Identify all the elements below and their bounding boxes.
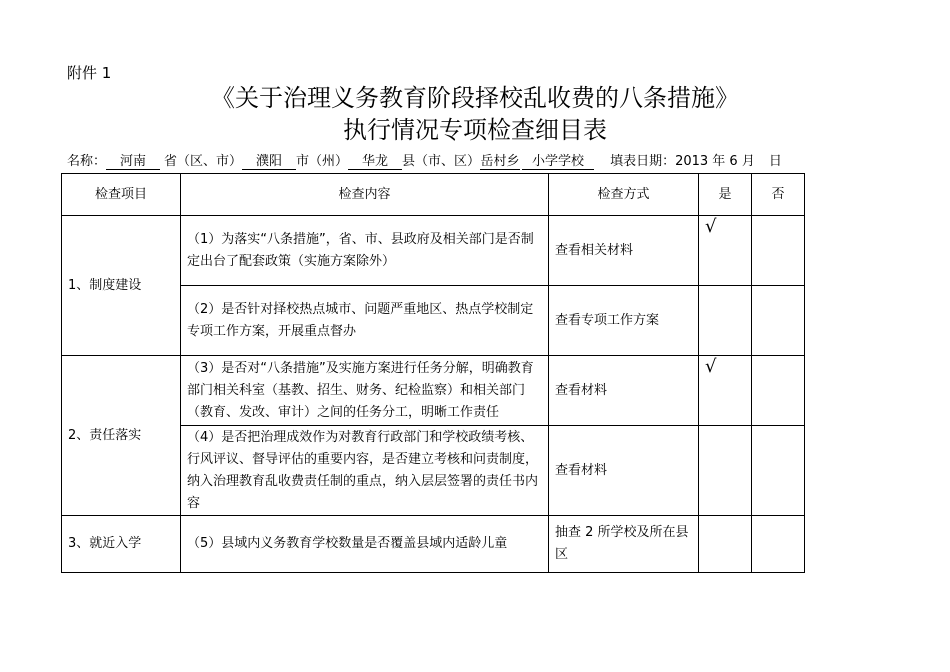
no-check-cell xyxy=(752,516,805,573)
method-cell: 查看材料 xyxy=(549,356,699,426)
town-field: 岳村乡 xyxy=(480,150,520,170)
document-title: 《关于治理义务教育阶段择校乱收费的八条措施》 xyxy=(211,84,739,112)
name-label: 名称： xyxy=(67,154,107,169)
province-suffix: 省（区、市） xyxy=(164,154,243,169)
no-check-cell xyxy=(752,426,805,516)
header-content: 检查内容 xyxy=(181,174,549,216)
method-cell: 查看专项工作方案 xyxy=(549,286,699,356)
yes-check-cell xyxy=(699,426,752,516)
no-check-cell xyxy=(752,286,805,356)
yes-check-cell: √ xyxy=(699,216,752,286)
inspection-table xyxy=(61,173,805,573)
county-suffix: 县（市、区） xyxy=(402,154,481,169)
yes-check-cell: √ xyxy=(699,356,752,426)
category-cell: 3、就近入学 xyxy=(62,516,181,573)
city-suffix: 市（州） xyxy=(296,154,349,169)
county-field: 华龙 xyxy=(348,150,402,170)
table-header-row xyxy=(62,174,805,216)
table-row xyxy=(62,216,805,286)
table-row xyxy=(62,516,805,573)
no-check-cell xyxy=(752,216,805,286)
content-cell: （5）县域内义务教育学校数量是否覆盖县域内适龄儿童 xyxy=(181,516,549,573)
yes-check-cell xyxy=(699,286,752,356)
date-label: 填表日期：2013 年 6 月 xyxy=(610,154,755,169)
document-subtitle: 执行情况专项检查细目表 xyxy=(343,116,607,144)
header-no: 否 xyxy=(752,174,805,216)
day-label: 日 xyxy=(768,154,782,169)
province-field: 河南 xyxy=(106,150,160,170)
form-meta-line xyxy=(67,150,782,170)
content-cell: （3）是否对“八条措施”及实施方案进行任务分解，明确教育部门相关科室（基教、招生、财务、纪检监察）和相关部门（教育、发改、审计）之间的任务分工，明晰工作责任 xyxy=(181,356,549,426)
category-cell: 1、制度建设 xyxy=(62,216,181,356)
header-item: 检查项目 xyxy=(62,174,181,216)
table-row xyxy=(62,356,805,426)
method-cell: 查看相关材料 xyxy=(549,216,699,286)
attachment-label: 附件 1 xyxy=(67,64,112,82)
school-field: 小学学校 xyxy=(522,150,594,170)
method-cell: 查看材料 xyxy=(549,426,699,516)
category-cell: 2、责任落实 xyxy=(62,356,181,516)
content-cell: （2）是否针对择校热点城市、问题严重地区、热点学校制定专项工作方案，开展重点督办 xyxy=(181,286,549,356)
method-cell: 抽查 2 所学校及所在县区 xyxy=(549,516,699,573)
city-field: 濮阳 xyxy=(242,150,296,170)
header-yes: 是 xyxy=(699,174,752,216)
header-method: 检查方式 xyxy=(549,174,699,216)
content-cell: （1）为落实“八条措施”，省、市、县政府及相关部门是否制定出台了配套政策（实施方案除外） xyxy=(181,216,549,286)
content-cell: （4）是否把治理成效作为对教育行政部门和学校政绩考核、行风评议、督导评估的重要内容，是否建立考核和问责制度，纳入治理教育乱收费责任制的重点，纳入层层签署的责任书内容 xyxy=(181,426,549,516)
no-check-cell xyxy=(752,356,805,426)
yes-check-cell xyxy=(699,516,752,573)
